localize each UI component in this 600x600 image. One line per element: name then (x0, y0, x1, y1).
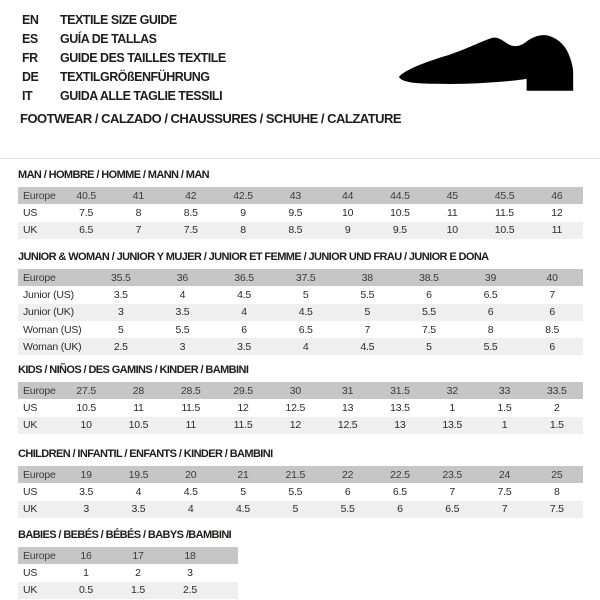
section-title-children: CHILDREN / INFANTIL / ENFANTS / KINDER / BAMBINI (18, 448, 273, 460)
row-label: UK (18, 501, 60, 518)
row-label: UK (18, 582, 60, 599)
size-value-cell: 7 (112, 222, 164, 239)
size-value-cell: 3.5 (152, 304, 214, 321)
language-code: DE (22, 70, 39, 84)
size-value-cell: 3 (60, 501, 112, 518)
language-label: TEXTILGRÖßENFÜHRUNG (60, 70, 210, 84)
size-value-cell: 18 (164, 547, 216, 564)
size-value-cell: 10.5 (478, 222, 530, 239)
size-value-cell: 9 (321, 222, 373, 239)
size-value-cell: 33 (478, 382, 530, 399)
language-list (22, 11, 226, 106)
size-value-cell: 5 (217, 483, 269, 500)
size-value-cell: 44 (321, 187, 373, 204)
size-value-cell: 4.5 (165, 483, 217, 500)
size-value-cell: 12.5 (269, 399, 321, 416)
size-value-cell: 36 (152, 269, 214, 286)
language-label: GUIDE DES TAILLES TEXTILE (60, 51, 226, 65)
children-size-table (18, 466, 583, 518)
size-value-cell: 4 (165, 501, 217, 518)
row-label: Junior (US) (18, 286, 90, 303)
size-value-cell: 1 (60, 564, 112, 581)
size-value-cell: 6.5 (60, 222, 112, 239)
section-kids (18, 364, 583, 434)
kids-size-table (18, 382, 583, 434)
size-value-cell: 4.5 (217, 501, 269, 518)
size-value-cell: 27.5 (60, 382, 112, 399)
language-row-it (22, 87, 226, 106)
size-value-cell: 7 (426, 483, 478, 500)
size-value-cell: 7.5 (398, 321, 460, 338)
spacer-cell (216, 582, 238, 599)
size-value-cell: 11.5 (165, 399, 217, 416)
size-value-cell: 6.5 (374, 483, 426, 500)
row-label: US (18, 483, 60, 500)
size-value-cell: 1 (426, 399, 478, 416)
size-header-row (18, 269, 583, 286)
size-value-cell: 36.5 (213, 269, 275, 286)
size-value-cell: 45.5 (478, 187, 530, 204)
size-row (18, 501, 583, 518)
language-row-fr (22, 49, 226, 68)
size-row (18, 417, 583, 434)
size-value-cell: 10.5 (374, 204, 426, 221)
size-value-cell: 11.5 (217, 417, 269, 434)
size-value-cell: 45 (426, 187, 478, 204)
section-title-junior-woman: JUNIOR & WOMAN / JUNIOR Y MUJER / JUNIOR ET FEMME / JUNIOR UND FRAU / JUNIOR E DONA (18, 251, 489, 263)
size-value-cell: 7.5 (165, 222, 217, 239)
row-label: Woman (UK) (18, 338, 90, 355)
size-value-cell: 40 (521, 269, 583, 286)
size-row (18, 304, 583, 321)
size-value-cell: 8.5 (165, 204, 217, 221)
junior-woman-size-table (18, 269, 583, 355)
section-title-babies: BABIES / BEBÉS / BÉBÉS / BABYS /BAMBINI (18, 529, 232, 541)
size-value-cell: 2 (531, 399, 583, 416)
size-value-cell: 46 (531, 187, 583, 204)
size-value-cell: 3 (164, 564, 216, 581)
section-man (18, 169, 583, 239)
row-label: UK (18, 417, 60, 434)
row-label: Europe (18, 382, 60, 399)
size-value-cell: 42.5 (217, 187, 269, 204)
size-value-cell: 2.5 (164, 582, 216, 599)
size-value-cell: 8.5 (521, 321, 583, 338)
size-value-cell: 5 (275, 286, 337, 303)
size-value-cell: 7.5 (60, 204, 112, 221)
size-value-cell: 1.5 (531, 417, 583, 434)
size-value-cell: 13.5 (426, 417, 478, 434)
row-label: Junior (UK) (18, 304, 90, 321)
size-value-cell: 41 (112, 187, 164, 204)
size-row (18, 204, 583, 221)
size-value-cell: 2 (112, 564, 164, 581)
size-value-cell: 28 (112, 382, 164, 399)
size-value-cell: 44.5 (374, 187, 426, 204)
size-value-cell: 3.5 (112, 501, 164, 518)
size-value-cell: 38.5 (398, 269, 460, 286)
size-value-cell: 6 (213, 321, 275, 338)
language-code: FR (22, 51, 38, 65)
size-header-row (18, 187, 583, 204)
size-row (18, 338, 583, 355)
size-value-cell: 2.5 (90, 338, 152, 355)
size-row (18, 321, 583, 338)
row-label: Woman (US) (18, 321, 90, 338)
babies-size-table (18, 547, 238, 599)
row-label: US (18, 399, 60, 416)
size-value-cell: 12 (217, 399, 269, 416)
size-value-cell: 10 (60, 417, 112, 434)
size-value-cell: 3.5 (90, 286, 152, 303)
size-value-cell: 40.5 (60, 187, 112, 204)
size-value-cell: 12.5 (321, 417, 373, 434)
language-code: ES (22, 32, 38, 46)
spacer-cell (216, 564, 238, 581)
size-value-cell: 17 (112, 547, 164, 564)
language-code: IT (22, 89, 33, 103)
section-babies (18, 529, 238, 599)
size-value-cell: 20 (165, 466, 217, 483)
size-value-cell: 29.5 (217, 382, 269, 399)
size-value-cell: 11 (165, 417, 217, 434)
size-value-cell: 7 (337, 321, 399, 338)
row-label: Europe (18, 269, 90, 286)
language-label: GUIDA ALLE TAGLIE TESSILI (60, 89, 223, 103)
size-value-cell: 21.5 (269, 466, 321, 483)
size-value-cell: 22.5 (374, 466, 426, 483)
size-value-cell: 13 (321, 399, 373, 416)
size-value-cell: 35.5 (90, 269, 152, 286)
size-header-row (18, 547, 238, 564)
size-row (18, 483, 583, 500)
size-row (18, 222, 583, 239)
size-value-cell: 6 (521, 304, 583, 321)
size-value-cell: 3 (152, 338, 214, 355)
size-value-cell: 4 (112, 483, 164, 500)
size-value-cell: 5 (269, 501, 321, 518)
size-value-cell: 11.5 (478, 204, 530, 221)
size-value-cell: 43 (269, 187, 321, 204)
size-value-cell: 5.5 (269, 483, 321, 500)
size-value-cell: 5.5 (398, 304, 460, 321)
size-value-cell: 11 (426, 204, 478, 221)
size-value-cell: 1.5 (112, 582, 164, 599)
size-value-cell: 28.5 (165, 382, 217, 399)
size-row (18, 286, 583, 303)
size-value-cell: 13 (374, 417, 426, 434)
size-value-cell: 12 (531, 204, 583, 221)
language-row-de (22, 68, 226, 87)
size-value-cell: 4.5 (213, 286, 275, 303)
size-value-cell: 5.5 (460, 338, 522, 355)
size-value-cell: 7.5 (531, 501, 583, 518)
row-label: Europe (18, 187, 60, 204)
section-divider (0, 158, 600, 159)
size-value-cell: 10.5 (112, 417, 164, 434)
size-value-cell: 3.5 (213, 338, 275, 355)
size-value-cell: 6.5 (426, 501, 478, 518)
size-value-cell: 32 (426, 382, 478, 399)
language-code: EN (22, 13, 39, 27)
size-value-cell: 8 (112, 204, 164, 221)
size-value-cell: 6.5 (460, 286, 522, 303)
size-value-cell: 8 (217, 222, 269, 239)
size-value-cell: 10 (426, 222, 478, 239)
size-value-cell: 31.5 (374, 382, 426, 399)
section-children (18, 448, 583, 518)
size-value-cell: 10 (321, 204, 373, 221)
size-value-cell: 31 (321, 382, 373, 399)
size-value-cell: 39 (460, 269, 522, 286)
size-value-cell: 13.5 (374, 399, 426, 416)
size-value-cell: 4 (152, 286, 214, 303)
size-value-cell: 7 (521, 286, 583, 303)
size-value-cell: 3 (90, 304, 152, 321)
size-value-cell: 11 (112, 399, 164, 416)
size-value-cell: 4.5 (275, 304, 337, 321)
size-value-cell: 21 (217, 466, 269, 483)
size-value-cell: 1.5 (478, 399, 530, 416)
size-value-cell: 24 (478, 466, 530, 483)
size-value-cell: 9.5 (269, 204, 321, 221)
size-value-cell: 23.5 (426, 466, 478, 483)
size-value-cell: 25 (531, 466, 583, 483)
section-title-kids: KIDS / NIÑOS / DES GAMINS / KINDER / BAMBINI (18, 364, 249, 376)
size-value-cell: 8 (460, 321, 522, 338)
row-label: US (18, 564, 60, 581)
spacer-cell (216, 547, 238, 564)
size-value-cell: 9.5 (374, 222, 426, 239)
language-row-en (22, 11, 226, 30)
size-value-cell: 6 (374, 501, 426, 518)
size-value-cell: 8.5 (269, 222, 321, 239)
size-value-cell: 33.5 (531, 382, 583, 399)
row-label: US (18, 204, 60, 221)
size-value-cell: 4 (275, 338, 337, 355)
size-value-cell: 19.5 (112, 466, 164, 483)
size-value-cell: 5.5 (152, 321, 214, 338)
row-label: Europe (18, 466, 60, 483)
size-value-cell: 6 (321, 483, 373, 500)
language-label: GUÍA DE TALLAS (60, 32, 157, 46)
size-value-cell: 1 (478, 417, 530, 434)
section-junior-woman (18, 251, 583, 355)
size-value-cell: 42 (165, 187, 217, 204)
size-value-cell: 5 (337, 304, 399, 321)
row-label: UK (18, 222, 60, 239)
row-label: Europe (18, 547, 60, 564)
size-value-cell: 5 (90, 321, 152, 338)
size-value-cell: 0.5 (60, 582, 112, 599)
size-row (18, 399, 583, 416)
size-value-cell: 4.5 (337, 338, 399, 355)
size-value-cell: 22 (321, 466, 373, 483)
category-title: FOOTWEAR / CALZADO / CHAUSSURES / SCHUHE / CALZATURE (20, 111, 402, 126)
size-value-cell: 3.5 (60, 483, 112, 500)
size-value-cell: 4 (213, 304, 275, 321)
size-value-cell: 5.5 (337, 286, 399, 303)
size-value-cell: 19 (60, 466, 112, 483)
size-value-cell: 16 (60, 547, 112, 564)
size-header-row (18, 382, 583, 399)
size-header-row (18, 466, 583, 483)
size-value-cell: 6 (398, 286, 460, 303)
size-value-cell: 8 (531, 483, 583, 500)
size-value-cell: 10.5 (60, 399, 112, 416)
size-value-cell: 5.5 (321, 501, 373, 518)
size-value-cell: 37.5 (275, 269, 337, 286)
size-value-cell: 9 (217, 204, 269, 221)
dress-shoe-icon (391, 29, 589, 99)
size-value-cell: 11 (531, 222, 583, 239)
language-label: TEXTILE SIZE GUIDE (60, 13, 177, 27)
size-value-cell: 6.5 (275, 321, 337, 338)
size-value-cell: 7 (478, 501, 530, 518)
size-row (18, 582, 238, 599)
size-row (18, 564, 238, 581)
section-title-man: MAN / HOMBRE / HOMME / MANN / MAN (18, 169, 210, 181)
size-value-cell: 30 (269, 382, 321, 399)
size-value-cell: 6 (460, 304, 522, 321)
man-size-table (18, 187, 583, 239)
language-row-es (22, 30, 226, 49)
size-value-cell: 5 (398, 338, 460, 355)
size-value-cell: 38 (337, 269, 399, 286)
size-value-cell: 12 (269, 417, 321, 434)
size-value-cell: 6 (521, 338, 583, 355)
size-value-cell: 7.5 (478, 483, 530, 500)
